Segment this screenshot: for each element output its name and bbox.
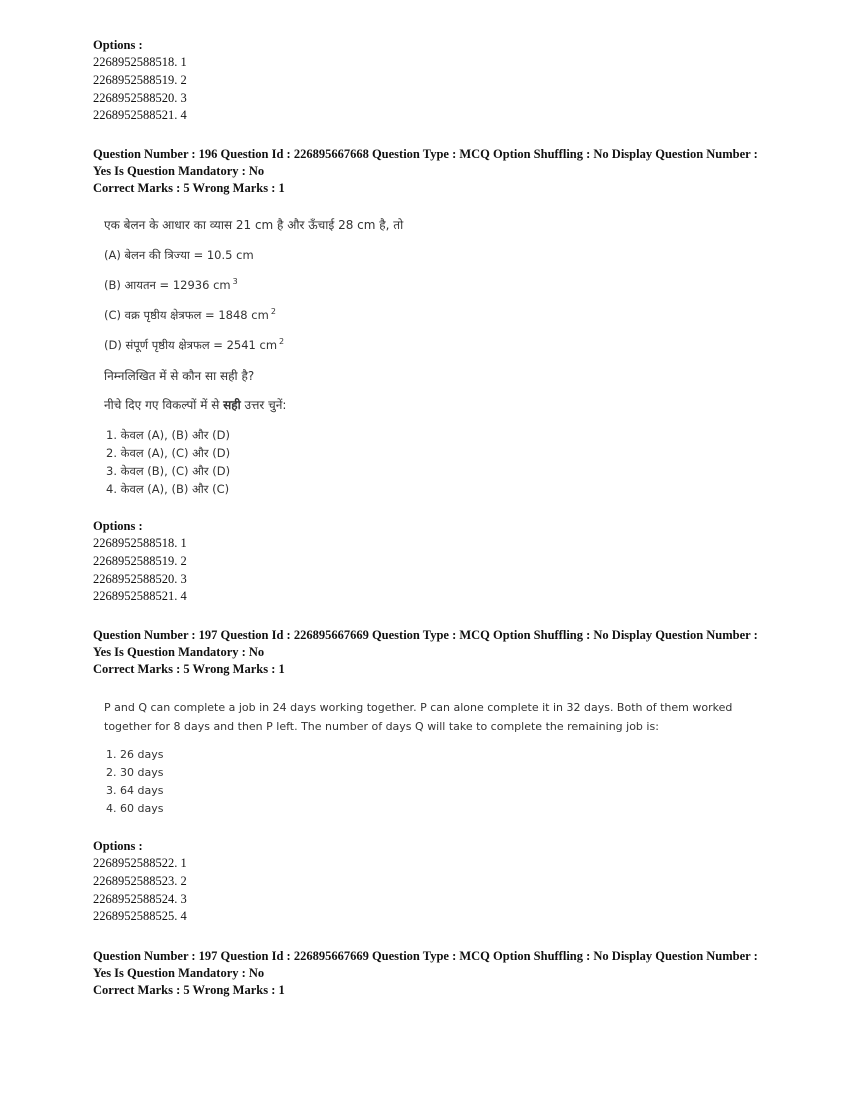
question-prompt: निम्नलिखित में से कौन सा सही है?	[104, 369, 255, 383]
question-197-repeat-header	[93, 948, 773, 999]
top-options-block	[93, 37, 187, 125]
choice-item: 1. केवल (A), (B) और (D)	[106, 428, 230, 442]
question-197-options	[93, 838, 187, 926]
choice-item: 3. 64 days	[106, 784, 164, 797]
question-marks: Correct Marks : 5 Wrong Marks : 1	[93, 662, 285, 676]
question-196-options	[93, 518, 187, 606]
question-stem-line: P and Q can complete a job in 24 days working together. P can alone complete it in 32 days. Both of them worked	[104, 701, 733, 714]
question-197-choices	[106, 746, 732, 818]
option-item: 2268952588519. 2	[93, 72, 187, 87]
question-stem-line: together for 8 days and then P left. The number of days Q will take to complete the remaining job is:	[104, 720, 659, 733]
question-197-header	[93, 627, 773, 678]
option-item: 2268952588518. 1	[93, 536, 187, 550]
option-item: 2268952588521. 4	[93, 589, 187, 604]
option-item: 2268952588521. 4	[93, 108, 187, 123]
statement-b: (B) आयतन = 12936 cm $^3$	[104, 277, 238, 292]
question-instruction: नीचे दिए गए विकल्पों में से सही उत्तर चुनें:	[104, 398, 287, 412]
choice-item: 2. 30 days	[106, 766, 164, 779]
question-196-header	[93, 146, 773, 197]
option-item: 2268952588520. 3	[93, 90, 187, 105]
question-stem: एक बेलन के आधार का व्यास 21 cm है और ऊँचाई 28 cm है, तो	[104, 218, 404, 232]
choice-item: 4. 60 days	[106, 802, 164, 815]
option-item: 2268952588519. 2	[93, 553, 187, 568]
option-item: 2268952588518. 1	[93, 55, 187, 69]
question-meta: Question Number : 197 Question Id : 226895667669 Question Type : MCQ Option Shuffling : No Display Question Number : Yes Is Question Mandatory : No	[93, 949, 758, 980]
option-item: 2268952588525. 4	[93, 909, 187, 924]
options-label: Options :	[93, 38, 143, 52]
choice-item: 2. केवल (A), (C) और (D)	[106, 446, 231, 460]
question-196-choices	[106, 426, 230, 498]
question-marks: Correct Marks : 5 Wrong Marks : 1	[93, 181, 285, 195]
choice-item: 1. 26 days	[106, 748, 164, 761]
options-label: Options :	[93, 519, 143, 533]
statement-c: (C) वक्र पृष्ठीय क्षेत्रफल = 1848 cm $^2$	[104, 307, 276, 322]
choice-item: 4. केवल (A), (B) और (C)	[106, 482, 230, 496]
options-label: Options :	[93, 839, 143, 853]
option-item: 2268952588520. 3	[93, 571, 187, 586]
statement-d: (D) संपूर्ण पृष्ठीय क्षेत्रफल = 2541 cm $^2$	[104, 337, 285, 352]
question-meta: Question Number : 197 Question Id : 226895667669 Question Type : MCQ Option Shuffling : No Display Question Number : Yes Is Question Mandatory : No	[93, 628, 758, 659]
option-item: 2268952588522. 1	[93, 856, 187, 870]
question-marks: Correct Marks : 5 Wrong Marks : 1	[93, 983, 285, 997]
choice-item: 3. केवल (B), (C) और (D)	[106, 464, 231, 478]
statement-a: (A) बेलन की त्रिज्या = 10.5 cm	[104, 248, 254, 262]
question-197-body	[104, 698, 732, 818]
option-item: 2268952588523. 2	[93, 873, 187, 888]
option-item: 2268952588524. 3	[93, 891, 187, 906]
question-meta: Question Number : 196 Question Id : 226895667668 Question Type : MCQ Option Shuffling : No Display Question Number : Yes Is Question Mandatory : No	[93, 147, 758, 178]
